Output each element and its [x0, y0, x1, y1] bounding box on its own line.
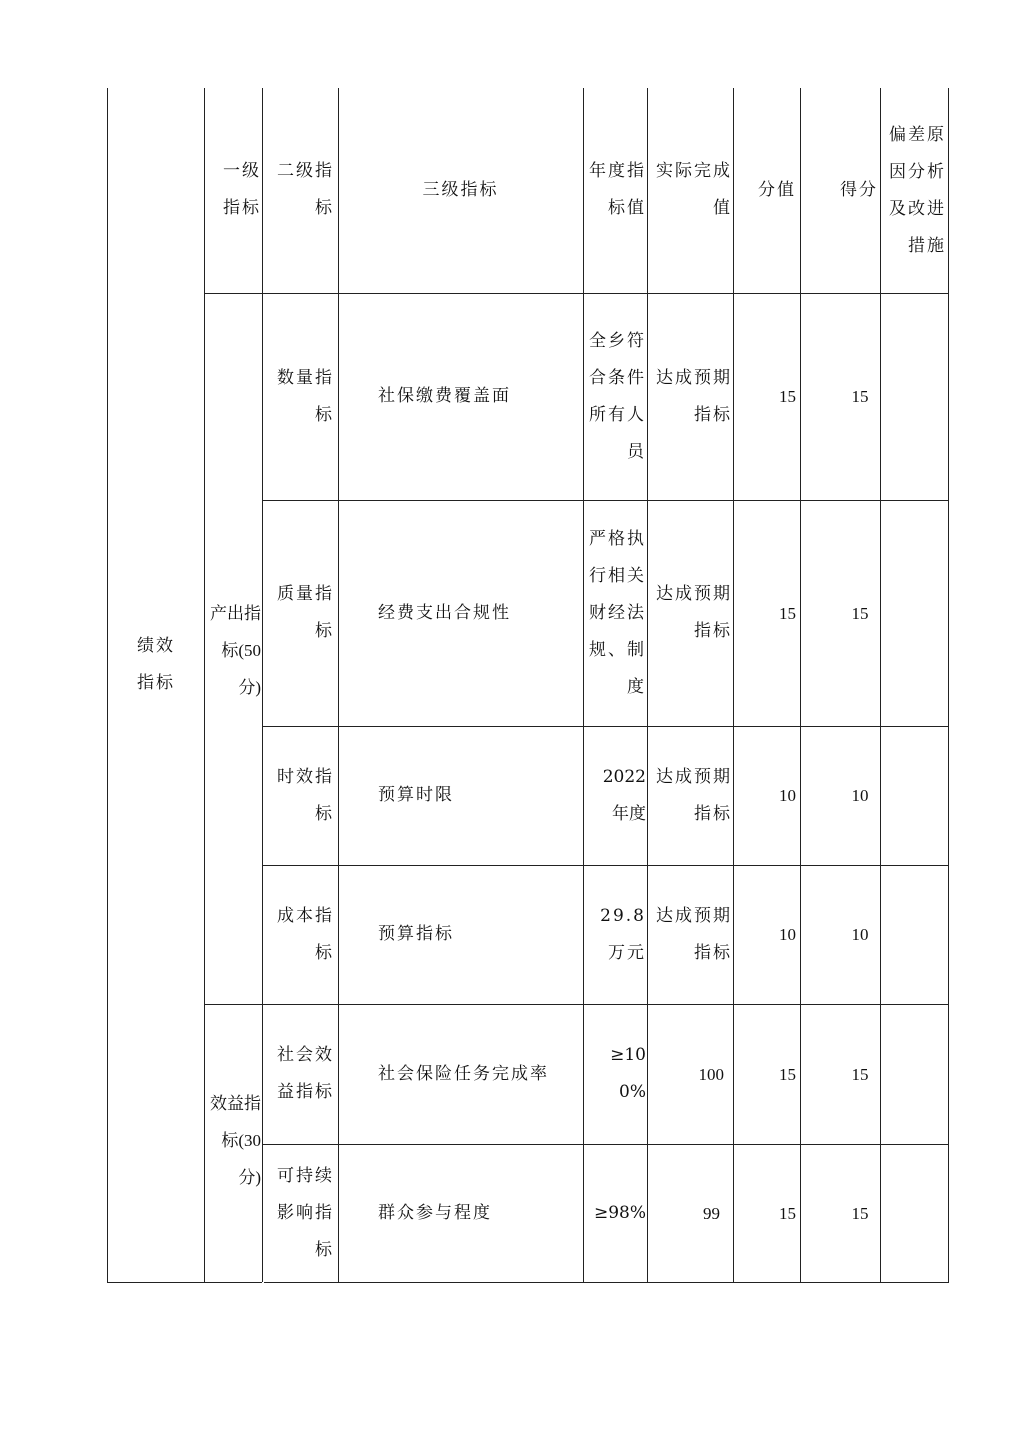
row-level3-cell	[378, 293, 578, 500]
row-weight: 15	[779, 1064, 796, 1084]
row-weight: 15	[779, 603, 796, 623]
left-label-cell	[130, 540, 182, 790]
row-actual: 达成预期指标	[656, 766, 732, 824]
header-level3-cell	[340, 150, 581, 230]
row-level3: 经费支出合规性	[378, 602, 511, 623]
row-score: 10	[851, 786, 869, 805]
row-actual-cell	[650, 500, 732, 726]
row-level2: 可持续影响指标	[277, 1165, 334, 1260]
row-actual: 达成预期指标	[656, 905, 732, 963]
group-level1: 产出指标(50分)	[210, 603, 261, 697]
row-annual-target-cell	[586, 726, 646, 865]
row-actual-cell	[650, 1004, 730, 1144]
header-score-cell	[802, 150, 878, 230]
header-score: 得分	[840, 179, 878, 200]
row-level3-cell	[378, 1144, 578, 1282]
row-weight-cell	[736, 865, 796, 1004]
row-annual-target-cell	[586, 1004, 646, 1144]
grid-line	[583, 88, 584, 1283]
row-annual-target: 严格执行相关财经法规、制度	[589, 528, 646, 697]
row-weight-cell	[736, 500, 796, 726]
row-deviation-cell	[884, 1144, 946, 1282]
row-annual-target: ≥100%	[610, 1045, 646, 1102]
row-deviation-cell	[884, 1004, 946, 1144]
row-level3-cell	[378, 865, 578, 1004]
row-level2-cell	[266, 1004, 334, 1144]
row-level3: 社会保险任务完成率	[378, 1063, 549, 1084]
row-level2-cell	[266, 1144, 334, 1282]
row-annual-target: 2022年度	[602, 766, 646, 824]
grid-line	[800, 88, 801, 1283]
row-score: 15	[851, 387, 869, 406]
row-level2-cell	[266, 726, 334, 865]
grid-line	[733, 88, 734, 1283]
row-deviation-cell	[884, 865, 946, 1004]
grid-line	[262, 88, 263, 1283]
header-weight: 分值	[758, 179, 796, 200]
row-deviation-cell	[884, 293, 946, 500]
row-weight: 15	[779, 387, 796, 406]
row-deviation-cell	[884, 726, 946, 865]
row-level3-cell	[378, 726, 578, 865]
row-weight: 15	[779, 1203, 796, 1223]
row-actual: 100	[698, 1064, 724, 1084]
grid-line	[948, 88, 949, 1283]
row-weight-cell	[736, 726, 796, 865]
row-level2: 社会效益指标	[277, 1045, 334, 1102]
group-level1-cell	[209, 560, 261, 740]
row-level3: 预算指标	[378, 924, 454, 944]
header-level3: 三级指标	[422, 179, 499, 200]
row-level2-cell	[266, 500, 334, 726]
row-annual-target: ≥98%	[593, 1202, 646, 1223]
header-level2: 二级指标	[277, 161, 334, 218]
header-annual-target-cell	[586, 130, 646, 250]
header-deviation: 偏差原因分析及改进措施	[889, 125, 946, 256]
header-level1-cell	[209, 130, 261, 250]
row-weight-cell	[736, 1004, 796, 1144]
row-annual-target-cell	[586, 1144, 646, 1282]
row-annual-target-cell	[586, 865, 646, 1004]
left-label: 绩效指标	[137, 636, 175, 693]
row-level2: 成本指标	[277, 905, 334, 963]
grid-line	[204, 88, 205, 1283]
header-annual-target: 年度指标值	[589, 161, 646, 218]
header-level1: 一级指标	[223, 161, 261, 218]
row-weight-cell	[736, 1144, 796, 1282]
row-actual: 99	[703, 1203, 720, 1223]
row-level3: 预算时限	[378, 785, 454, 805]
row-level3-cell	[378, 500, 578, 726]
row-annual-target: 29.8万元	[600, 905, 646, 963]
row-annual-target-cell	[586, 293, 646, 500]
group-level1-cell	[209, 1050, 261, 1230]
row-level2-cell	[266, 293, 334, 500]
row-annual-target-cell	[586, 500, 646, 726]
row-actual-cell	[650, 293, 732, 500]
row-level3-cell	[378, 1004, 578, 1144]
grid-line	[204, 1282, 262, 1283]
row-actual-cell	[650, 1144, 730, 1282]
row-weight-cell	[736, 293, 796, 500]
grid-line	[338, 88, 339, 1283]
row-score: 15	[851, 1064, 869, 1084]
row-level2: 时效指标	[277, 766, 334, 824]
row-level2: 数量指标	[277, 367, 334, 425]
row-level3: 群众参与程度	[378, 1202, 492, 1223]
header-actual: 实际完成值	[656, 161, 732, 218]
row-level2: 质量指标	[277, 584, 334, 641]
row-level2-cell	[266, 865, 334, 1004]
row-deviation-cell	[884, 500, 946, 726]
row-level3: 社保缴费覆盖面	[378, 386, 511, 406]
row-score: 10	[851, 925, 869, 944]
header-weight-cell	[740, 150, 796, 230]
row-score: 15	[851, 603, 869, 623]
grid-line	[107, 88, 108, 1283]
row-annual-target: 全乡符合条件所有人员	[589, 330, 646, 462]
header-level2-cell	[266, 150, 334, 230]
group-level1: 效益指标(30分)	[210, 1093, 261, 1187]
header-actual-cell	[650, 150, 732, 230]
grid-line	[647, 88, 648, 1283]
header-deviation-cell	[884, 96, 946, 286]
row-actual-cell	[650, 865, 732, 1004]
row-weight: 10	[779, 786, 796, 805]
row-weight: 10	[779, 925, 796, 944]
row-actual: 达成预期指标	[656, 584, 732, 641]
row-actual: 达成预期指标	[656, 367, 732, 425]
row-actual-cell	[650, 726, 732, 865]
row-score: 15	[851, 1203, 869, 1223]
